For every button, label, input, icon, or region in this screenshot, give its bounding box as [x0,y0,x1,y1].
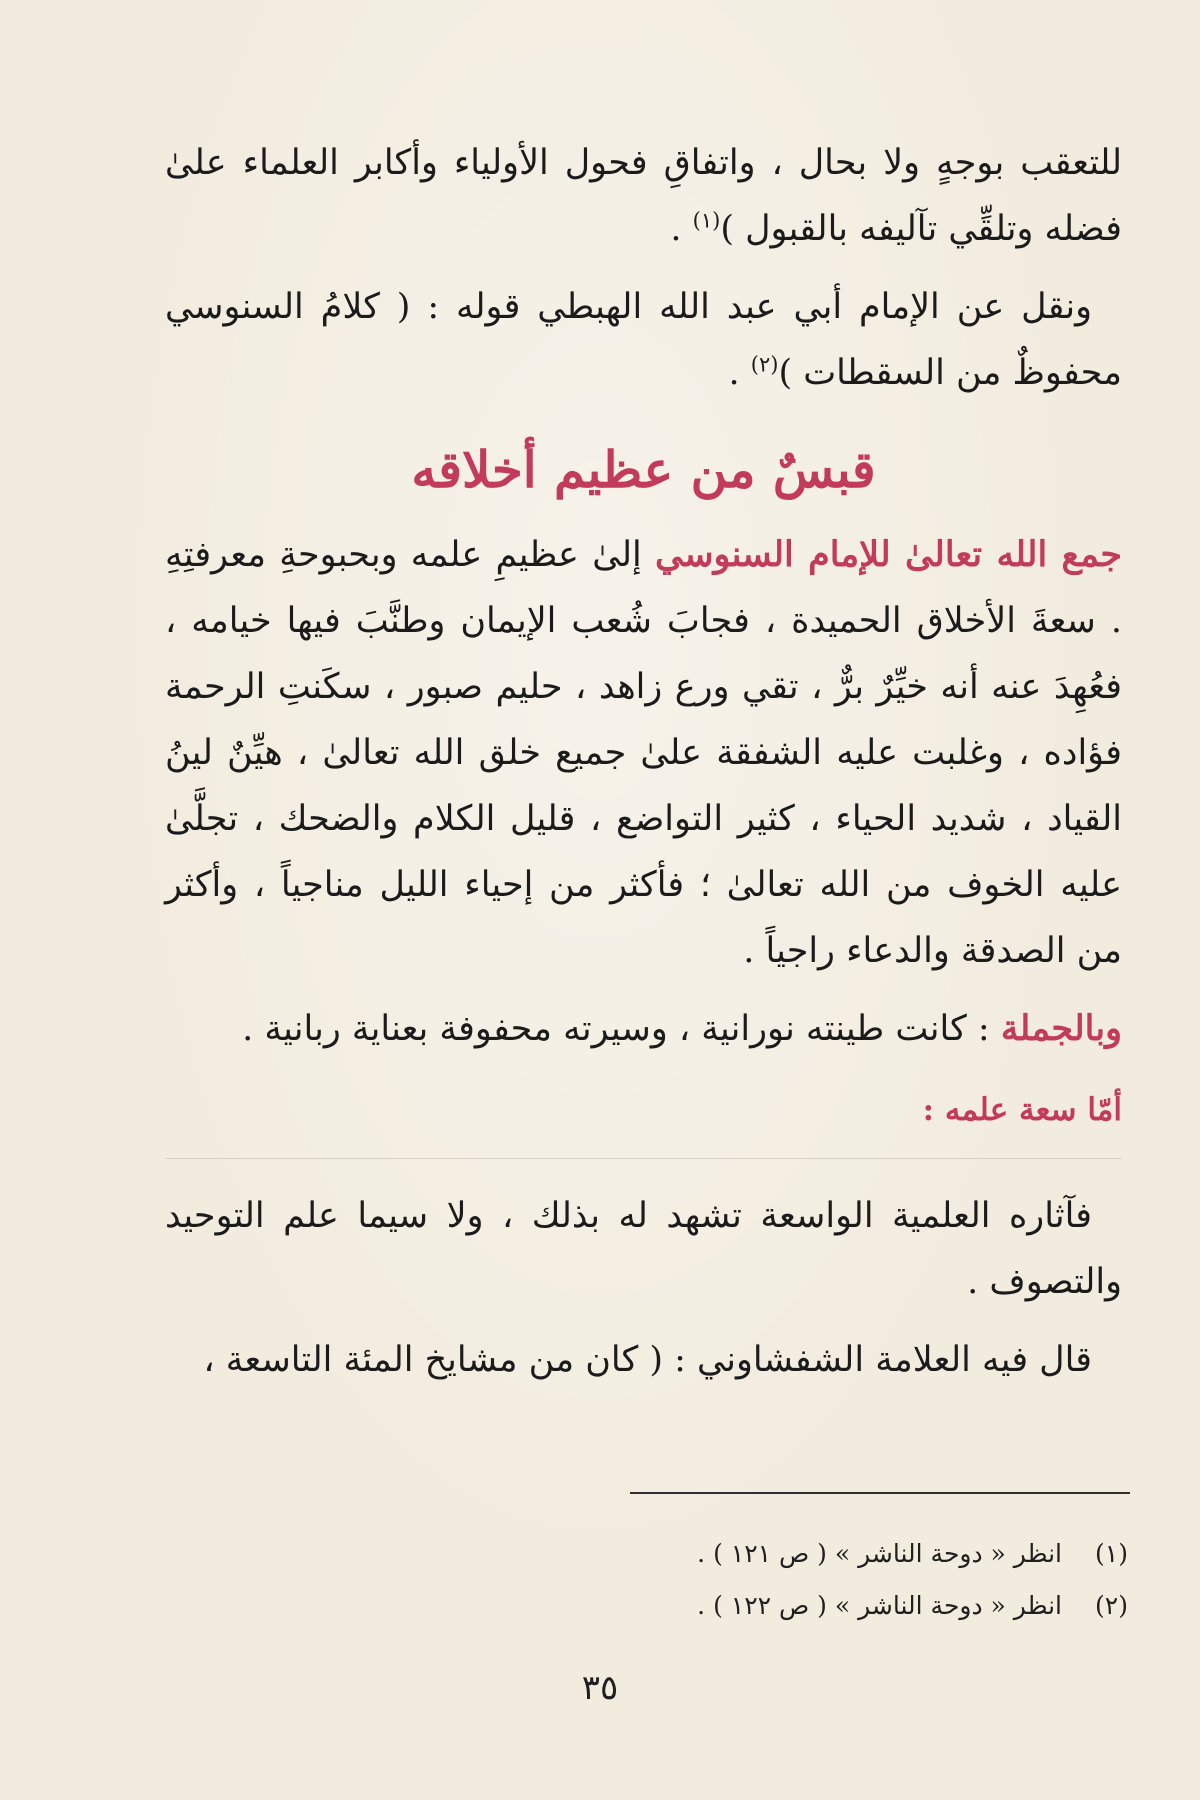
footnote-2 [368,1580,1128,1632]
knowledge-paragraph: فآثاره العلمية الواسعة تشهد له بذلك ، ولا سيما علم التوحيد والتصوف . [165,1196,1122,1302]
footnote-separator [630,1492,1130,1494]
footnote-text-1: انظر « دوحة الناشر » ( ص ١٢١ ) . [697,1539,1062,1568]
summary-text: : كانت طينته نورانية ، وسيرته محفوفة بعناية ربانية . [242,1009,1001,1049]
morals-body: إلىٰ عظيمِ علمه وبحبوحةِ معرفتِهِ . سعةَ الأخلاق الحميدة ، فجابَ شُعب الإيمان وطنَّبَ فيها خيامه ، فعُهِدَ عنه أنه خيِّرٌ برٌّ ، تقي ورع زاهد ، حليم صبور ، سكَنتِ الرحمة فؤاده ، وغلبت عليه الشفقة علىٰ جميع خلق الله تعالىٰ ، هيِّنٌ لينُ القياد ، شديد الحياء ، كثير التواضع ، قليل الكلام والضحك ، تجلَّىٰ عليه الخوف من الله تعالىٰ ؛ فأكثر من إحياء الليل مناجياً ، وأكثر من الصدقة والدعاء راجياً . [165,535,1122,971]
opening-paragraph-text: للتعقب بوجهٍ ولا بحال ، واتفاقِ فحول الأولياء وأكابر العلماء علىٰ فضله وتلقِّي تآليفه بالقبول ) [165,143,1123,249]
footnotes [368,1528,1128,1632]
opening-paragraph-end: . [670,209,693,249]
morals-highlight: جمع الله تعالىٰ للإمام السنوسي [655,534,1122,575]
summary-paragraph [165,996,1122,1062]
main-text [165,130,1122,1393]
footnote-number-1: (١) [1095,1539,1128,1568]
footnote-reference-1: (١) [692,208,721,233]
quote-paragraph [165,274,1122,406]
citation-paragraph: قال فيه العلامة الشفشاوني : ( كان من مشايخ المئة التاسعة ، [203,1340,1092,1380]
knowledge-heading: أمّا سعة علمه : [922,1092,1122,1128]
section-title: قبسٌ من عظيم أخلاقه [411,440,876,499]
quote-paragraph-text: ونقل عن الإمام أبي عبد الله الهبطي قوله : ( كلامُ السنوسي محفوظٌ من السقطات ) [165,287,1122,393]
footnote-1 [368,1528,1128,1580]
heading-divider [165,1158,1122,1159]
quote-paragraph-end: . [728,353,751,393]
footnote-text-2: انظر « دوحة الناشر » ( ص ١٢٢ ) . [697,1591,1062,1620]
footnote-number-2: (٢) [1095,1591,1128,1620]
morals-paragraph [165,522,1122,984]
summary-label: وبالجملة [1000,1008,1122,1049]
opening-paragraph [165,130,1122,262]
page-number: ٣٥ [581,1668,619,1708]
footnote-reference-2: (٢) [750,352,779,377]
